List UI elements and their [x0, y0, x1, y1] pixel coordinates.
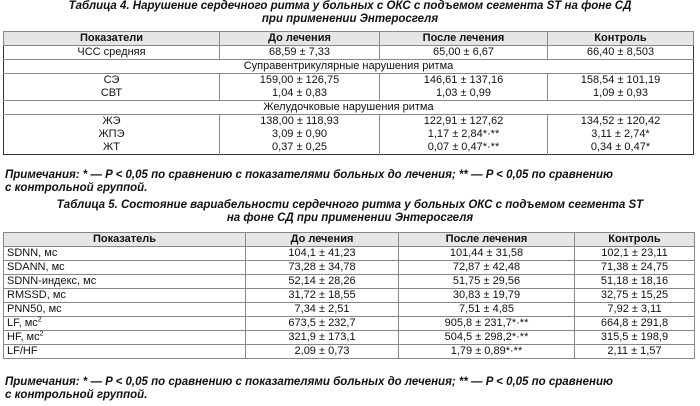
row-label: SDANN, мс [4, 261, 246, 275]
table4-note-line2: с контрольной группой. [5, 181, 148, 194]
value-control: 7,92 ± 3,11 [575, 303, 695, 317]
table-row [4, 87, 694, 101]
value-before: 0,37 ± 0,25 [220, 141, 380, 155]
table5-title-line2: на фоне СД при применении Энтеросгеля [226, 211, 474, 224]
row-label: СЭ [103, 74, 120, 86]
table4-title [0, 0, 700, 25]
table4-title-line1: Таблица 4. Нарушение сердечного ритма у больных с ОКС с подъемом сегмента ST на фоне СД [68, 0, 632, 12]
value-after: 0,07 ± 0,47*·** [380, 141, 548, 155]
table5-title [0, 199, 700, 224]
value-control: 32,75 ± 15,25 [575, 289, 695, 303]
table-row [4, 345, 695, 359]
table4-title-line2: при применении Энтеросгеля [261, 12, 439, 25]
table-row [4, 247, 695, 261]
value-before: 52,14 ± 28,26 [246, 275, 399, 289]
value-control: 664,8 ± 291,8 [575, 317, 695, 331]
table-row [4, 331, 695, 345]
value-after: 101,44 ± 31,58 [399, 247, 575, 261]
value-before: 3,09 ± 0,90 [220, 128, 380, 141]
value-control: 2,11 ± 1,57 [575, 345, 695, 359]
row-label: PNN50, мс [4, 303, 246, 317]
value-control: 3,11 ± 2,74* [548, 128, 694, 141]
table4-header-indicator: Показатели [4, 32, 220, 46]
value-control: 51,18 ± 18,16 [575, 275, 695, 289]
table5-note-line2: с контрольной группой. [5, 388, 148, 401]
table-row [4, 141, 694, 155]
value-before: 68,59 ± 7,33 [220, 46, 380, 60]
row-label: ЖЭ [102, 115, 121, 127]
row-label: ЧСС средняя [77, 46, 146, 58]
value-before: 673,5 ± 232,7 [246, 317, 399, 331]
table5-title-line1: Таблица 5. Состояние вариабельности сердечного ритма у больных ОКС с подъемом сегмента ST [56, 199, 644, 211]
unit-superscript: 2 [37, 316, 42, 324]
table-row [4, 46, 694, 60]
table4 [3, 31, 694, 155]
value-before: 31,72 ± 18,55 [246, 289, 399, 303]
value-control: 158,54 ± 101,19 [548, 74, 694, 88]
value-control: 1,09 ± 0,93 [548, 87, 694, 101]
table5 [3, 232, 695, 359]
value-before: 1,04 ± 0,83 [220, 87, 380, 101]
row-label: SDNN, мс [4, 247, 246, 261]
table4-header-before: До лечения [220, 32, 380, 46]
table4-note-line1: Примечания: * — P < 0,05 по сравнению с показателями больных до лечения; ** — P < 0,05 по сравнению [5, 169, 613, 181]
value-control: 66,40 ± 8,503 [548, 46, 694, 60]
table-row [4, 317, 695, 331]
table-row [4, 303, 695, 317]
value-after: 146,61 ± 137,16 [380, 74, 548, 88]
table5-header-control: Контроль [575, 233, 695, 247]
section-row [4, 60, 694, 74]
row-label: RMSSD, мс [4, 289, 246, 303]
value-control: 134,52 ± 120,42 [548, 115, 694, 129]
value-before: 73,28 ± 34,78 [246, 261, 399, 275]
table4-header-control: Контроль [548, 32, 694, 46]
table-row [4, 275, 695, 289]
value-after: 7,51 ± 4,85 [399, 303, 575, 317]
table5-note-line1: Примечания: * — P < 0,05 по сравнению с показателями больных до лечения; ** — P < 0,05 по сравнению [5, 376, 613, 388]
row-label: LF, мс [7, 317, 38, 329]
table-row [4, 261, 695, 275]
section-title-ventricular: Желудочковые нарушения ритма [4, 101, 694, 115]
value-control: 102,1 ± 23,11 [575, 247, 695, 261]
value-control: 315,5 ± 198,9 [575, 331, 695, 345]
value-before: 104,1 ± 41,23 [246, 247, 399, 261]
row-label: LF/HF [4, 345, 246, 359]
value-after: 51,75 ± 29,56 [399, 275, 575, 289]
table-row [4, 74, 694, 88]
value-after: 122,91 ± 127,62 [380, 115, 548, 129]
table5-note [0, 376, 700, 401]
row-label: SDNN-индекс, мс [4, 275, 246, 289]
table-row [4, 128, 694, 141]
value-before: 321,9 ± 173,1 [246, 331, 399, 345]
table5-header-indicator: Показатель [4, 233, 246, 247]
value-before: 2,09 ± 0,73 [246, 345, 399, 359]
value-after: 1,17 ± 2,84*·** [380, 128, 548, 141]
value-before: 159,00 ± 126,75 [220, 74, 380, 88]
value-after: 504,5 ± 298,2*·** [399, 331, 575, 345]
value-control: 71,38 ± 24,75 [575, 261, 695, 275]
value-after: 30,83 ± 19,79 [399, 289, 575, 303]
row-label-cell [4, 317, 246, 331]
value-after: 65,00 ± 6,67 [380, 46, 548, 60]
row-label: СВТ [100, 87, 123, 99]
value-after: 1,79 ± 0,89*·** [399, 345, 575, 359]
table5-header-row [4, 233, 695, 247]
table-row [4, 289, 695, 303]
value-after: 1,03 ± 0,99 [380, 87, 548, 101]
row-label: ЖПЭ [98, 128, 125, 140]
table5-header-before: До лечения [246, 233, 399, 247]
row-label: HF, мс [7, 331, 40, 343]
unit-superscript: 2 [39, 330, 44, 338]
table4-header-after: После лечения [380, 32, 548, 46]
row-label-cell [4, 331, 246, 345]
section-title-supraventricular: Суправентрикулярные нарушения ритма [4, 60, 694, 74]
value-after: 905,8 ± 231,7*·** [399, 317, 575, 331]
value-before: 138,00 ± 118,93 [220, 115, 380, 129]
value-after: 72,87 ± 42,48 [399, 261, 575, 275]
section-row [4, 101, 694, 115]
table4-header-row [4, 32, 694, 46]
value-control: 0,34 ± 0,47* [548, 141, 694, 155]
table4-note [0, 169, 700, 194]
value-before: 7,34 ± 2,51 [246, 303, 399, 317]
row-label: ЖТ [103, 141, 120, 153]
table5-header-after: После лечения [399, 233, 575, 247]
table-row [4, 115, 694, 129]
